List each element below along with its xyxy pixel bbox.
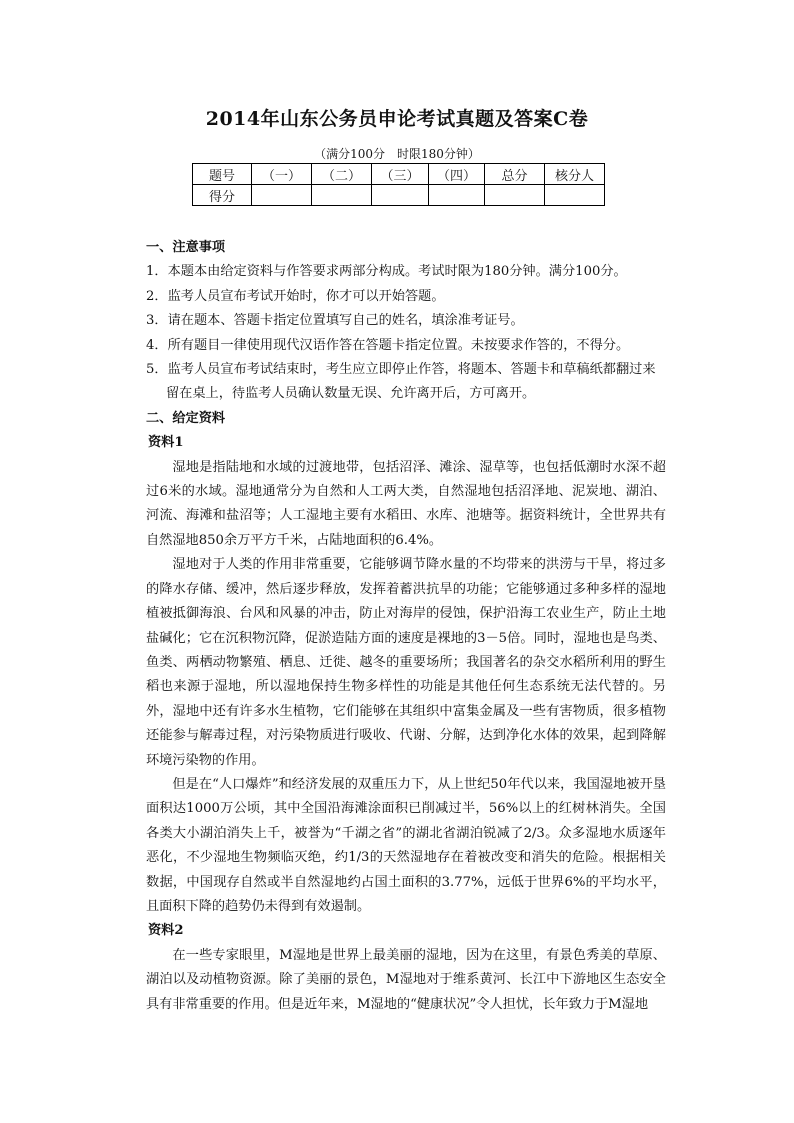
score-header-cell: （二） [312,164,372,185]
material-1-heading: 资料1 [148,435,184,451]
notice-item: 5．监考人员宣布考试结束时，考生应立即停止作答，将题本、答题卡和草稿纸都翻过来留在桌上，待监考人员确认数量无误、允许离开后，方可离开。 [146,362,656,402]
material-1-paragraph: 湿地是指陆地和水域的过渡地带，包括沼泽、滩涂、湿草等，也包括低潮时水深不超过6米的水域。湿地通常分为自然和人工两大类，自然湿地包括沼泽地、泥炭地、湖泊、河流、海滩和盐沼等；人工湿地主要有水稻田、水库、池塘等。据资料统计，全世界共有自然湿地850余万平方千米，占陆地面积的6.4%。 [146,459,666,548]
score-cell [312,185,372,206]
score-table-header-row [193,164,605,185]
score-header-cell: （一） [252,164,312,185]
notice-item: 1．本题本由给定资料与作答要求两部分构成。考试时限为180分钟。满分100分。 [146,264,627,280]
score-cell [545,185,605,206]
exam-subtitle: （满分100分 时限180分钟） [314,147,480,161]
score-header-cell: （四） [429,164,485,185]
score-cell [429,185,485,206]
exam-content [146,236,666,1017]
score-cell [372,185,429,206]
material-1-paragraph: 湿地对于人类的作用非常重要，它能够调节降水量的不均带来的洪涝与干旱，将过多的降水存储、缓冲，然后逐步释放，发挥着蓄洪抗旱的功能；它能够通过多种多样的湿地植被抵御海浪、台风和风暴的冲击，防止对海岸的侵蚀，保护沿海工农业生产，防止土地盐碱化；它在沉积物沉降，促淤造陆方面的速度是裸地的3－5倍。同时，湿地也是鸟类、鱼类、两栖动物繁殖、栖息、迁徙、越冬的重要场所；我国著名的杂交水稻所利用的野生稻也来源于湿地，所以湿地保持生物多样性的功能是其他任何生态系统无法代替的。另外，湿地中还有许多水生植物，它们能够在其组织中富集金属及一些有害物质，很多植物还能参与解毒过程，对污染物质进行吸收、代谢、分解，达到净化水体的效果，起到降解环境污染物的作用。 [146,557,666,768]
score-header-cell: 核分人 [545,164,605,185]
notice-item: 2．监考人员宣布考试开始时，你才可以开始答题。 [146,288,445,304]
materials-heading: 二、给定资料 [146,410,226,426]
material-2-paragraph: 在一些专家眼里，M湿地是世界上最美丽的湿地，因为在这里，有景色秀美的草原、湖泊以及动植物资源。除了美丽的景色，M湿地对于维系黄河、长江中下游地区生态安全具有非常重要的作用。但是近年来，M湿地的“健康状况”令人担忧，长年致力于M湿地 [146,947,666,1012]
score-header-cell: 总分 [485,164,545,185]
score-header-cell: （三） [372,164,429,185]
notice-heading: 一、注意事项 [146,240,226,255]
score-cell [252,185,312,206]
score-header-cell: 题号 [193,164,252,185]
score-row-label: 得分 [193,185,252,206]
score-table-score-row [193,185,605,206]
score-cell [485,185,545,206]
notice-item: 3．请在题本、答题卡指定位置填写自己的姓名，填涂准考证号。 [146,313,524,329]
score-table [192,163,605,206]
page-title: 2014年山东公务员申论考试真题及答案C卷 [205,108,589,130]
material-2-heading: 资料2 [148,923,184,939]
notice-item: 4．所有题目一律使用现代汉语作答在答题卡指定位置。未按要求作答的，不得分。 [146,337,630,353]
material-1-paragraph: 但是在“人口爆炸”和经济发展的双重压力下，从上世纪50年代以来，我国湿地被开垦面积达1000万公顷，其中全国沿海滩涂面积已削减过半，56%以上的红树林消失。全国各类大小湖泊消失上千，被誉为“千湖之省”的湖北省湖泊锐减了2/3。众多湿地水质逐年恶化，不少湿地生物频临灭绝，约1/3的天然湿地存在着被改变和消失的危险。根据相关数据，中国现存自然或半自然湿地约占国土面积的3.77%，远低于世界6%的平均水平，且面积下降的趋势仍未得到有效遏制。 [146,776,666,914]
